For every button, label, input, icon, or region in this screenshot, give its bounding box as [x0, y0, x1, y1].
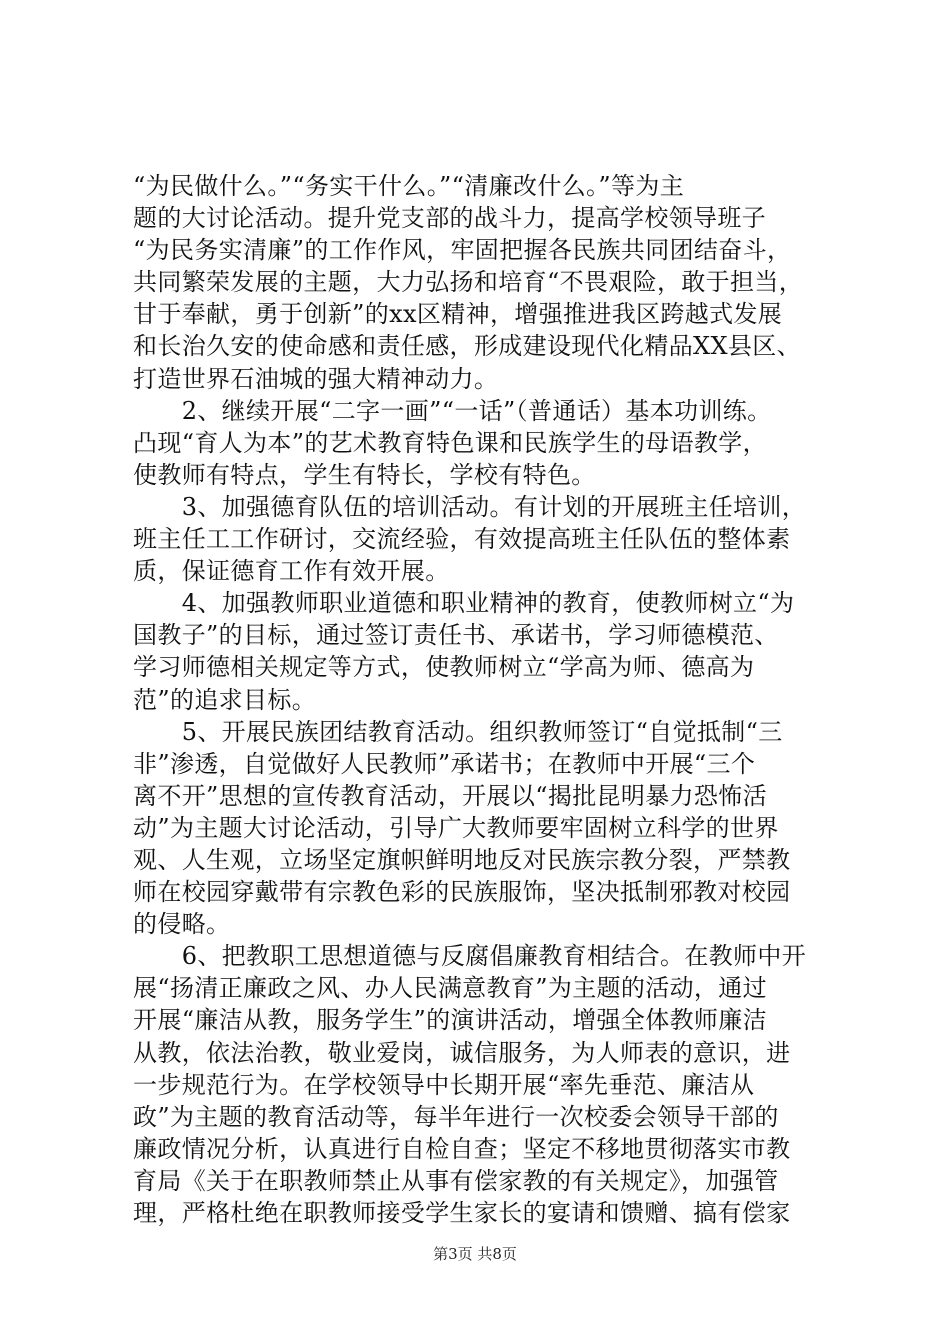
text-line: 凸现“育人为本”的艺术教育特色课和民族学生的母语教学，	[133, 428, 767, 457]
text-line: 学习师德相关规定等方式，使教师树立“学高为师、德高为	[133, 653, 755, 682]
text-line: 6、把教职工思想道德与反腐倡廉教育相结合。在教师中开	[133, 942, 807, 971]
text-line: 非”渗透，自觉做好人民教师”承诺书；在教师中开展“三个	[133, 749, 756, 778]
text-line: 一步规范行为。在学校领导中长期开展“率先垂范、廉洁从	[133, 1070, 755, 1099]
text-line: 育局《关于在职教师禁止从事有偿家教的有关规定》，加强管	[133, 1166, 779, 1195]
text-line: 题的大讨论活动。提升党支部的战斗力，提高学校领导班子	[133, 204, 767, 233]
text-line: 从教，依法治教，敬业爱岗，诚信服务，为人师表的意识，进	[133, 1038, 791, 1067]
text-line: 打造世界石油城的强大精神动力。	[133, 364, 499, 393]
text-line: 甘于奉献，勇于创新”的xx区精神，增强推进我区跨越式发展	[133, 300, 783, 329]
text-line: 师在校园穿戴带有宗教色彩的民族服饰，坚决抵制邪教对校园	[133, 878, 791, 907]
text-line: 3、加强德育队伍的培训活动。有计划的开展班主任培训，	[133, 492, 807, 521]
text-line: 共同繁荣发展的主题，大力弘扬和培育“不畏艰险，敢于担当，	[133, 268, 804, 297]
text-line: 5、开展民族团结教育活动。组织教师签订“自觉抵制“三	[133, 717, 783, 746]
text-line: 展“扬清正廉政之风、办人民满意教育”为主题的活动，通过	[133, 974, 767, 1003]
text-line: 廉政情况分析，认真进行自检自查；坚定不移地贯彻落实市教	[133, 1134, 791, 1163]
text-line: 班主任工工作研讨，交流经验，有效提高班主任队伍的整体素	[133, 525, 791, 554]
text-line: 质，保证德育工作有效开展。	[133, 557, 450, 586]
text-line: “为民做什么。”“务实干什么。”“清廉改什么。”等为主	[133, 172, 685, 200]
text-line: 理，严格杜绝在职教师接受学生家长的宴请和馈赠、搞有偿家	[133, 1199, 791, 1227]
text-line: 观、人生观，立场坚定旗帜鲜明地反对民族宗教分裂，严禁教	[133, 845, 791, 874]
text-line: 国教子”的目标，通过签订责任书、承诺书，学习师德模范、	[133, 621, 779, 650]
text-line: 范”的追求目标。	[133, 685, 317, 714]
text-line: 开展“廉洁从教，服务学生”的演讲活动，增强全体教师廉洁	[133, 1006, 767, 1035]
text-line: “为民务实清廉”的工作作风，牢固把握各民族共同团结奋斗，	[133, 236, 792, 265]
text-line: 动”为主题大讨论活动，引导广大教师要牢固树立科学的世界	[133, 813, 779, 842]
text-line: 4、加强教师职业道德和职业精神的教育，使教师树立“为	[133, 589, 795, 618]
text-line: 的侵略。	[133, 910, 231, 939]
text-line: 政”为主题的教育活动等，每半年进行一次校委会领导干部的	[133, 1102, 779, 1131]
document-body	[133, 170, 833, 1229]
text-line: 和长治久安的使命感和责任感，形成建设现代化精品XX县区、	[133, 332, 801, 361]
text-line: 离不开”思想的宣传教育活动，开展以“揭批昆明暴力恐怖活	[133, 781, 767, 810]
page-footer: 第3页 共8页	[433, 1245, 517, 1263]
text-line: 2、继续开展“二字一画”“一话”（普通话）基本功训练。	[133, 396, 772, 425]
text-line: 使教师有特点，学生有特长，学校有特色。	[133, 460, 596, 489]
